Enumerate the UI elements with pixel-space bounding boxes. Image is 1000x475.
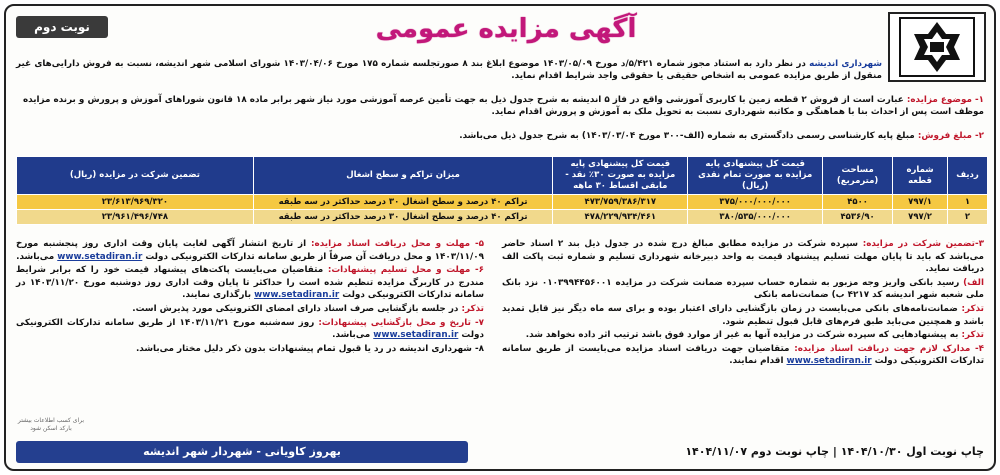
left-column bbox=[16, 238, 484, 356]
table-cell: ۷۹۷/۱ bbox=[893, 195, 948, 210]
note-2-text: به پیشنهادهایی که سپرده شرکت در مزایده آنها به غیر از موارد فوق باشد ترتیب اثر داده نخواهد شد. bbox=[525, 330, 959, 341]
setadiran-link[interactable]: www.setadiran.ir bbox=[373, 330, 459, 341]
table-cell: ۴۷۸/۲۲۹/۹۳۴/۴۶۱ bbox=[553, 210, 688, 225]
paragraph-4-label: ۴- مدارک لازم جهت دریافت اسناد مزایده: bbox=[794, 343, 984, 354]
note-1-text: ضمانت‌نامه‌های بانکی می‌بایست در زمان بازگشایی دارای اعتبار بوده و برای سه ماه دیگر نیز قابل تمدید باشد و همچنین می‌باید طبق فرم‌های قابل قبول تنظیم شود. bbox=[502, 303, 984, 327]
print-dates: چاپ نوبت اول ۱۴۰۴/۱۰/۳۰ | چاپ نوبت دوم ۱۴۰۴/۱۱/۰۷ bbox=[685, 445, 984, 458]
publication-round-badge: نوبت دوم bbox=[16, 16, 108, 38]
intro-text: در نظر دارد به استناد مجوز شماره ۵/۴۲۱/د مورخ ۱۴۰۳/۰۵/۰۹ موضوع ابلاغ بند ۸ صورتجلسه شماره ۱۷۵ مورخ ۱۴۰۳/۰۴/۰۶ شورای اسلامی شهر اندیشه، نسبت به فروش دارایی‌های غیر منقول از طریق مزایده عمومی به اشخاص حقیقی یا حقوقی واجد شرایط اقدام نماید. bbox=[16, 59, 882, 81]
table-cell: ۲ bbox=[948, 210, 988, 225]
paragraph-7-text-b: می‌باشد. bbox=[332, 330, 371, 341]
paragraph-a-text: رسید بانکی واریز وجه مزبور به شماره حساب سپرده ضمانت شرکت در مزایده ۰۱۰۳۹۹۴۴۵۶۰۰۱ نزد بانک ملی شعبه شهر اندیشه کد ۴۲۱۷ ب) ضمانت‌نامه بانکی bbox=[502, 277, 984, 301]
table-row bbox=[17, 210, 988, 225]
table-header: قیمت کل پیشنهادی پایه مزایده به صورت تمام نقدی (ریال) bbox=[688, 157, 823, 195]
note-2-label: تذکر: bbox=[961, 330, 984, 341]
table-cell: ۲۳/۶۱۳/۹۶۹/۳۲۰ bbox=[17, 195, 254, 210]
item-2-label: ۲- مبلغ فروش: bbox=[917, 131, 984, 141]
paragraph-5-text-a: از تاریخ انتشار آگهی لغایت پایان وقت اداری روز پنجشنبه مورخ ۱۴۰۳/۱۱/۰۹ و محل دریافت آن صرفاً از طریق سامانه تدارکات الکترونیکی دولت bbox=[16, 239, 484, 262]
setadiran-link[interactable]: www.setadiran.ir bbox=[57, 251, 143, 262]
note-2 bbox=[502, 329, 984, 342]
table-cell: ۷۹۷/۲ bbox=[893, 210, 948, 225]
note-3-label: تذکر: bbox=[461, 303, 484, 314]
table-cell: ۳۷۵/۰۰۰/۰۰۰/۰۰۰ bbox=[688, 195, 823, 210]
note-3-text: در جلسه بازگشایی صرف اسناد دارای امضای الکترونیکی مورد پذیرش است. bbox=[132, 303, 459, 314]
paragraph-6-text-b: بارگذاری نمایند. bbox=[182, 290, 252, 301]
paragraph-3-label: ۳-تضمین شرکت در مزایده: bbox=[862, 239, 984, 249]
notice-sheet bbox=[4, 4, 996, 471]
notice-title: آگهی مزایده عمومی bbox=[375, 14, 637, 44]
item-2-text: مبلغ پایه کارشناسی رسمی دادگستری به شماره (الف-۳۰۰ مورخ ۱۴۰۳/۰۳/۰۴) به شرح جدول ذیل می‌باشد. bbox=[459, 131, 915, 141]
notice-intro bbox=[16, 58, 882, 82]
paragraph-5-text-b: می‌باشد. bbox=[16, 251, 55, 262]
municipality-logo bbox=[888, 12, 986, 82]
auction-table bbox=[16, 156, 988, 225]
table-cell: ۴۵۳۶/۹۰ bbox=[823, 210, 893, 225]
setadiran-link[interactable]: www.setadiran.ir bbox=[254, 290, 340, 301]
paragraph-6-label: ۶- مهلت و محل تسلیم پیشنهادات: bbox=[327, 265, 484, 276]
paragraph-7 bbox=[16, 317, 484, 342]
item-1-text: عبارت است از فروش ۲ قطعه زمین با کاربری آموزشی واقع در فاز ۵ اندیشه به شرح جدول ذیل به جهت تأمین عرصه آموزشی مورد نیاز شهر برابر ماده ۱۸ قانون شوراهای آموزش و پرورش و برنده مزایده موظف است پس از احداث بنا با هماهنگی و مکاتبه شهرداری نسبت به تحویل ملک به آموزش و پرورش اقدام نماید. bbox=[22, 95, 984, 117]
table-cell: تراکم ۴۰ درصد و سطح اشغال ۳۰ درصد حداکثر در سه طبقه bbox=[253, 210, 553, 225]
table-cell: ۱ bbox=[948, 195, 988, 210]
table-header-row bbox=[17, 157, 988, 195]
barcode-note: برای کسب اطلاعات بیشتر بارکد اسکن شود bbox=[17, 417, 85, 432]
paragraph-6-text-a: متقاضیان می‌بایست پاکت‌های پیشنهاد قیمت خود را که برابر شرایط مندرج در کاربرگ مزایده تنظیم شده است را حداکثر تا پایان وقت اداری روز دوشنبه مورخ ۱۴۰۳/۱۱/۲۰ در سامانه تدارکات الکترونیکی دولت bbox=[16, 265, 484, 301]
table-cell: ۴۵۰۰ bbox=[823, 195, 893, 210]
paragraph-5 bbox=[16, 238, 484, 263]
paragraph-5-label: ۵- مهلت و محل دریافت اسناد مزایده: bbox=[311, 239, 484, 249]
table-cell: تراکم ۴۰ درصد و سطح اشغال ۳۰ درصد حداکثر در سه طبقه bbox=[253, 195, 553, 210]
setadiran-link[interactable]: www.setadiran.ir bbox=[786, 356, 872, 367]
table-header: قیمت کل پیشنهادی پایه مزایده به صورت ۳۰٪ نقد - مابقی اقساط ۳۰ ماهه bbox=[553, 157, 688, 195]
paragraph-a bbox=[502, 277, 984, 302]
paragraph-6 bbox=[16, 264, 484, 302]
table-row bbox=[17, 195, 988, 210]
table-header: ردیف bbox=[948, 157, 988, 195]
table-header: تضمین شرکت در مزایده (ریال) bbox=[17, 157, 254, 195]
org-name: شهرداری اندیشه bbox=[809, 59, 882, 69]
paragraph-7-label: ۷- تاریخ و محل بازگشایی پیشنهادات: bbox=[318, 317, 484, 328]
table-header: مساحت (مترمربع) bbox=[823, 157, 893, 195]
paragraph-8: ۸- شهرداری اندیشه در رد یا قبول تمام پیشنهادات بدون ذکر دلیل مختار می‌باشد. bbox=[135, 343, 484, 354]
table-cell: ۴۷۳/۷۵۹/۳۸۶/۳۱۷ bbox=[553, 195, 688, 210]
paragraph-4-text-a: متقاضیان جهت دریافت اسناد مزایده می‌بایست از طریق سامانه تدارکات الکترونیکی دولت bbox=[502, 343, 984, 367]
item-2 bbox=[16, 130, 984, 142]
logo-emblem-icon bbox=[890, 14, 984, 80]
note-3 bbox=[16, 303, 484, 316]
note-1-label: تذکر: bbox=[961, 303, 984, 314]
item-1-label: ۱- موضوع مزایده: bbox=[906, 95, 984, 105]
paragraph-a-label: الف) bbox=[963, 277, 984, 288]
paragraph-4 bbox=[502, 343, 984, 368]
signature-bar: بهروز کاویانی - شهردار شهر اندیشه bbox=[16, 441, 468, 463]
table-header: میزان تراکم و سطح اشغال bbox=[253, 157, 553, 195]
right-column bbox=[502, 238, 984, 369]
table-cell: ۲۳/۹۶۱/۴۹۶/۷۴۸ bbox=[17, 210, 254, 225]
paragraph-3 bbox=[502, 238, 984, 276]
paragraph-3-text: سپرده شرکت در مزایده مطابق مبالغ درج شده در جدول ذیل بند ۲ اسناد حاضر می‌باشد که باید تا پایان مهلت تسلیم پیشنهاد قیمت به واحد دبیرخانه شهرداری تسلیم و شماره ثبت پاکت الف دریافت نماید. bbox=[502, 239, 984, 275]
table-header: شماره قطعه bbox=[893, 157, 948, 195]
paragraph-7-text-a: روز سه‌شنبه مورخ ۱۴۰۳/۱۱/۲۱ از طریق سامانه تدارکات الکترونیکی دولت bbox=[16, 317, 484, 341]
table-cell: ۳۸۰/۵۳۵/۰۰۰/۰۰۰ bbox=[688, 210, 823, 225]
note-1 bbox=[502, 303, 984, 328]
item-1 bbox=[16, 94, 984, 118]
paragraph-4-text-b: اقدام نمایند. bbox=[729, 356, 784, 367]
